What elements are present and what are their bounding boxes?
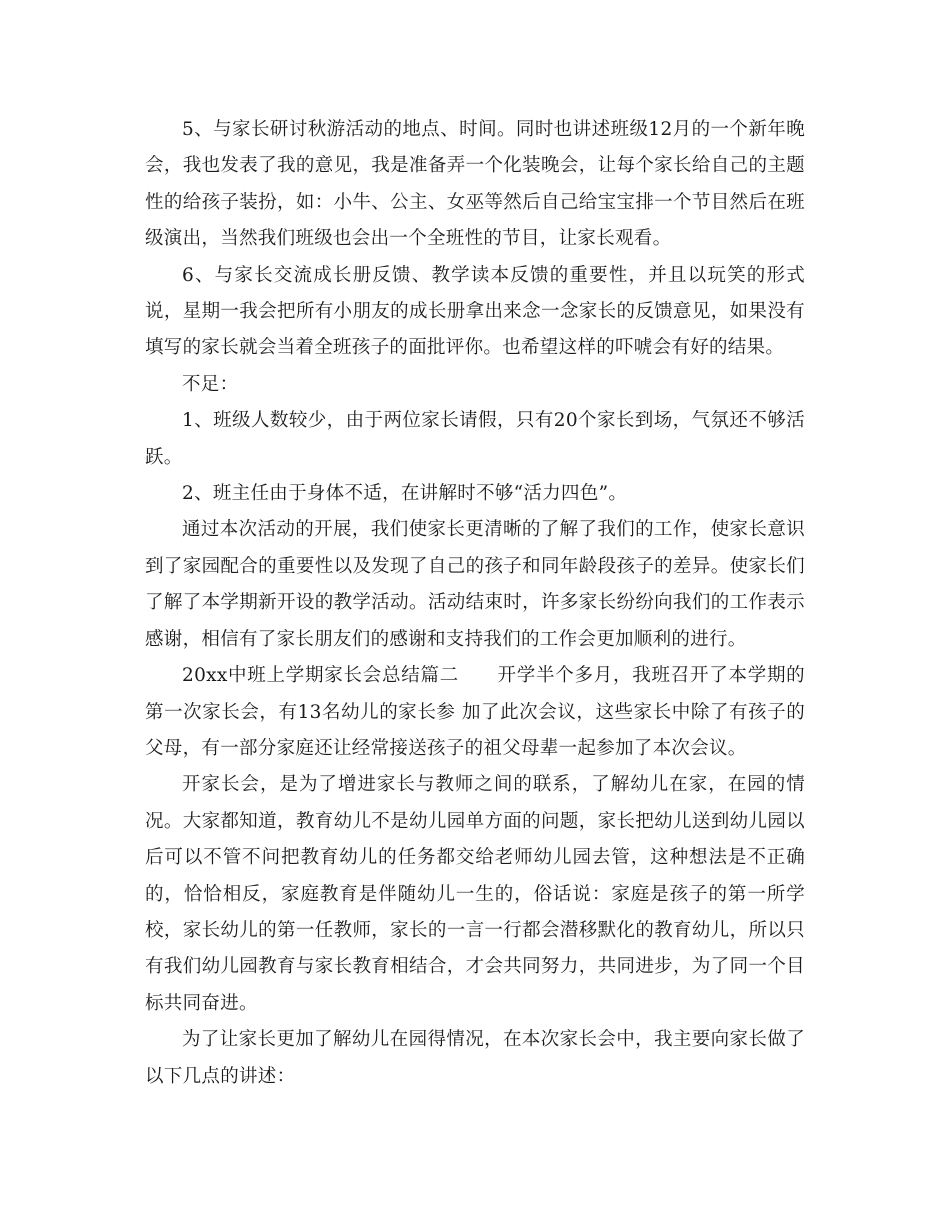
- closing-paragraph: 为了让家长更加了解幼儿在园得情况，在本次家长会中，我主要向家长做了以下几点的讲述：: [145, 1029, 805, 1087]
- document-body: [145, 112, 805, 1095]
- shortcoming-item-1: 1、班级人数较少，由于两位家长请假，只有20个家长到场，气氛还不够活跃。: [145, 410, 805, 468]
- paragraph-item-5: 5、与家长研讨秋游活动的地点、时间。同时也讲述班级12月的一个新年晚会，我也发表了我的意见，我是准备弄一个化装晚会，让每个家长给自己的主题性的给孩子装扮，如：小牛、公主、女巫等然后自己给宝宝排一个节目然后在班级演出，当然我们班级也会出一个全班性的节目，让家长观看。: [145, 119, 805, 250]
- meeting-purpose-paragraph: 开家长会，是为了增进家长与教师之间的联系，了解幼儿在家，在园的情况。大家都知道，教育幼儿不是幼儿园单方面的问题，家长把幼儿送到幼儿园以后可以不管不问把教育幼儿的任务都交给老师幼儿园去管，这种想法是不正确的，恰恰相反，家庭教育是伴随幼儿一生的，俗话说：家庭是孩子的第一所学校，家长幼儿的第一任教师，家长的一言一行都会潜移默化的教育幼儿，所以只有我们幼儿园教育与家长教育相结合，才会共同努力，共同进步，为了同一个目标共同奋进。: [145, 774, 805, 1014]
- section-two-intro: 20xx中班上学期家长会总结篇二 开学半个多月，我班召开了本学期的第一次家长会，有13名幼儿的家长参 加了此次会议，这些家长中除了有孩子的父母，有一部分家庭还让经常接送孩子的祖父母辈一起参加了本次会议。: [145, 665, 805, 759]
- shortcoming-item-2: 2、班主任由于身体不适，在讲解时不够“活力四色”。: [182, 483, 628, 505]
- summary-paragraph: 通过本次活动的开展，我们使家长更清晰的了解了我们的工作，使家长意识到了家园配合的重要性以及发现了自己的孩子和同年龄段孩子的差异。使家长们了解了本学期新开设的教学活动。活动结束时，许多家长纷纷向我们的工作表示感谢，相信有了家长朋友们的感谢和支持我们的工作会更加顺利的进行。: [145, 519, 805, 650]
- paragraph-item-6: 6、与家长交流成长册反馈、教学读本反馈的重要性，并且以玩笑的形式说，星期一我会把所有小朋友的成长册拿出来念一念家长的反馈意见，如果没有填写的家长就会当着全班孩子的面批评你。也希望这样的吓唬会有好的结果。: [145, 264, 805, 359]
- shortcomings-heading: 不足：: [182, 373, 239, 395]
